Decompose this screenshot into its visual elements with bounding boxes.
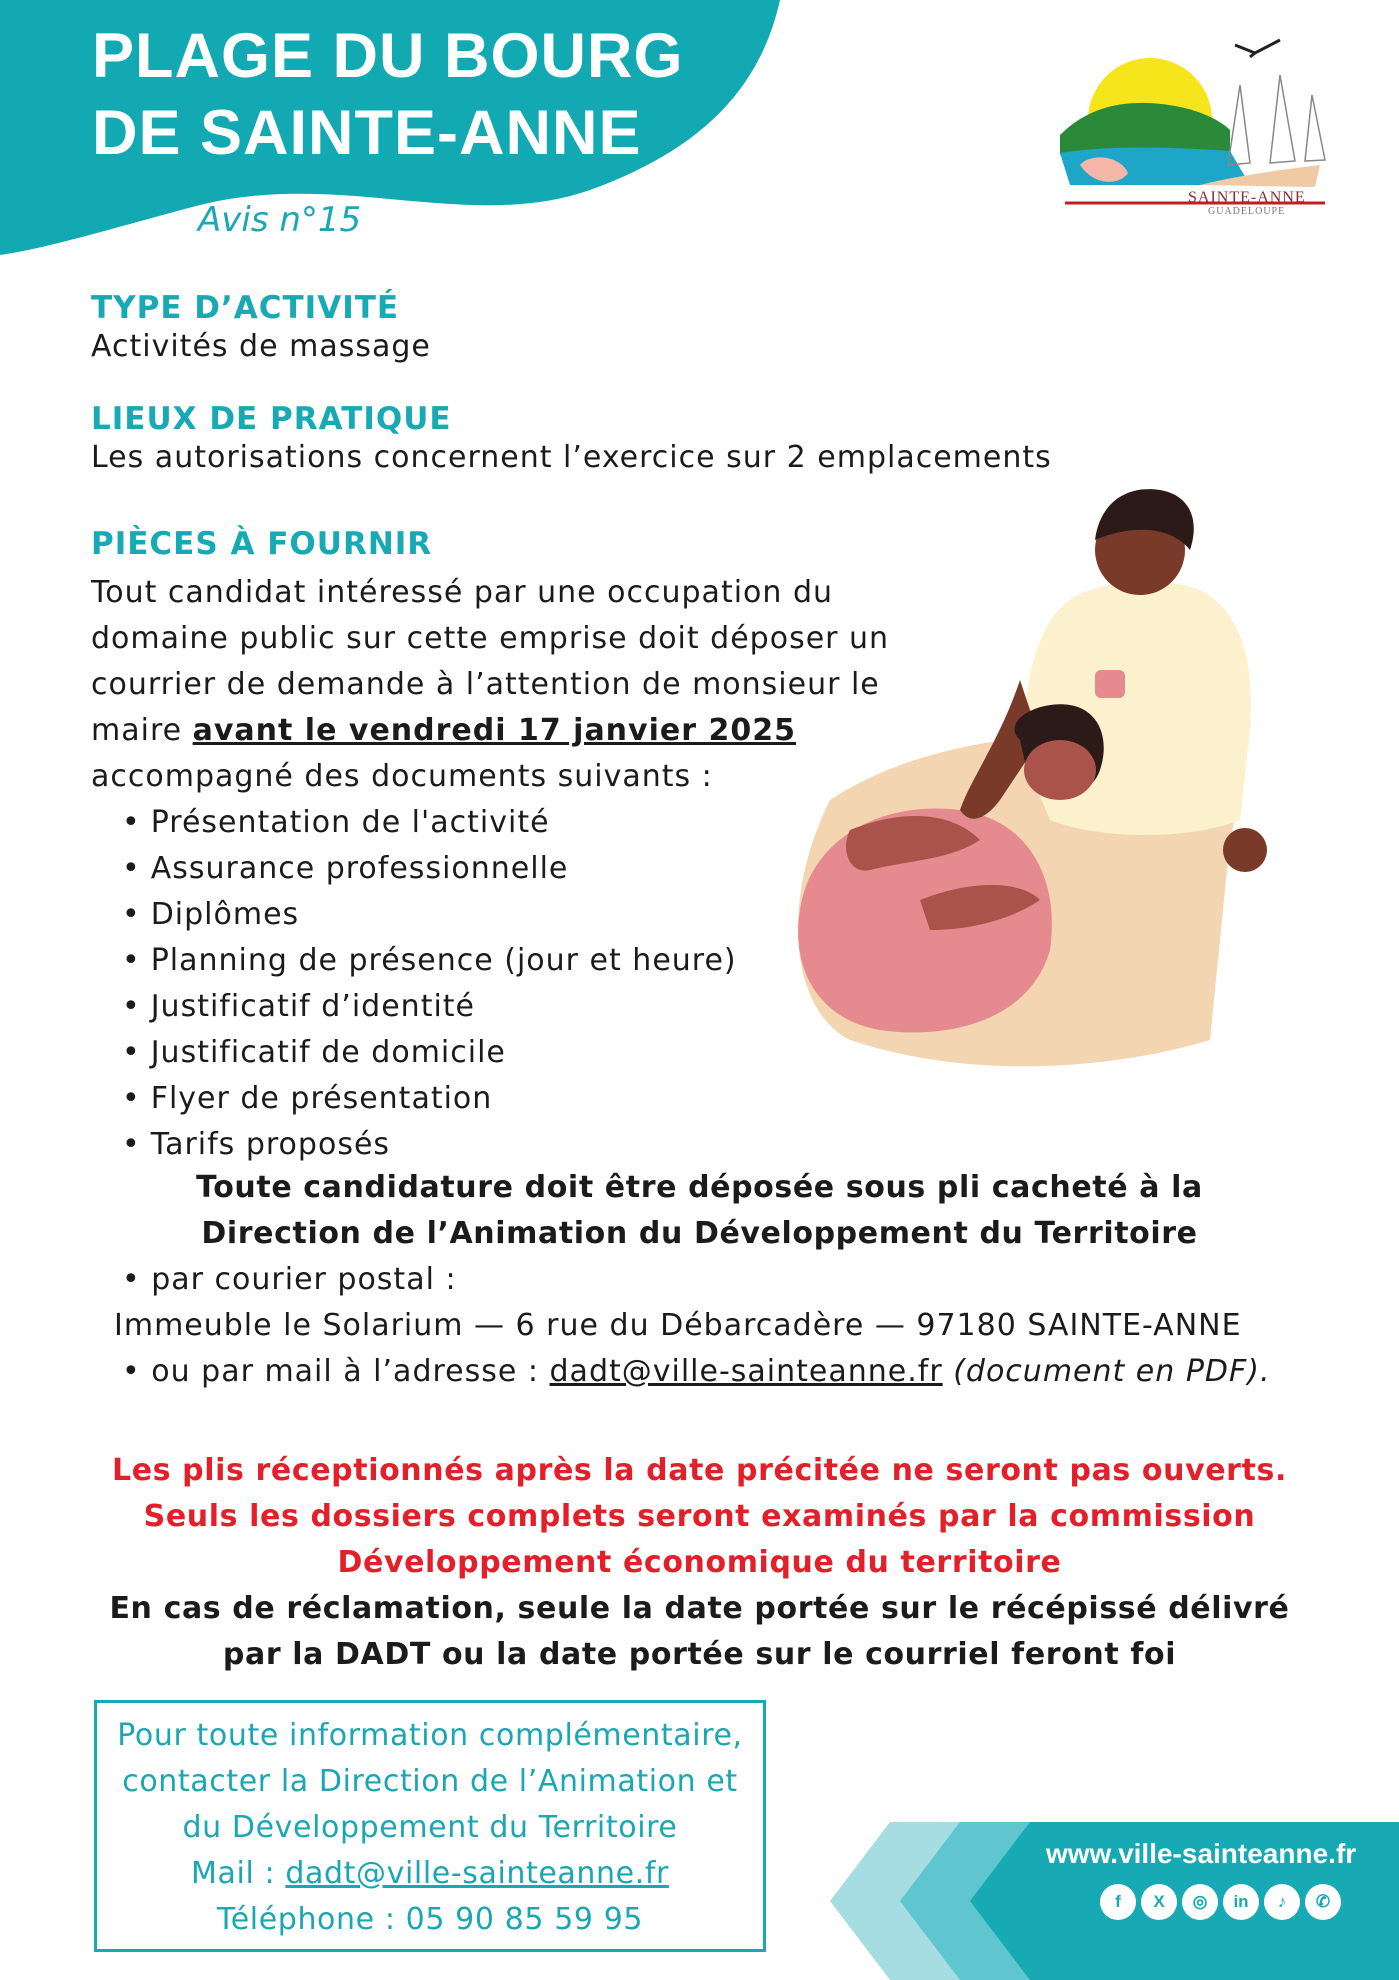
- info-mail-line: [97, 1851, 763, 1897]
- places-value: Les autorisations concernent l’exercice sur 2 emplacements: [91, 440, 1052, 475]
- warning-black-1: En cas de réclamation, seule la date portée sur le récépissé délivré: [109, 1591, 1290, 1626]
- warning-red-3: Développement économique du territoire: [337, 1545, 1062, 1580]
- submission-line-2: Direction de l’Animation du Développement du Territoire: [201, 1216, 1198, 1251]
- documents-intro-4-text: maire: [91, 713, 193, 748]
- linkedin-icon[interactable]: in: [1223, 1884, 1259, 1920]
- warning-black-2: par la DADT ou la date portée sur le courriel feront foi: [222, 1637, 1177, 1672]
- activity-value: Activités de massage: [91, 329, 431, 364]
- list-item: • Planning de présence (jour et heure): [122, 938, 737, 984]
- documents-list: [122, 800, 737, 1168]
- list-item: • Justificatif d’identité: [122, 984, 737, 1030]
- massage-illustration: [770, 480, 1290, 1080]
- info-line-2: contacter la Direction de l’Animation et: [122, 1764, 738, 1799]
- page-title-line-2: DE SAINTE-ANNE: [92, 98, 642, 168]
- postal-address: Immeuble le Solarium — 6 rue du Débarcadère — 97180 SAINTE-ANNE: [114, 1308, 1242, 1343]
- logo-name: SAINTE-ANNE: [1188, 189, 1306, 206]
- info-line-1: Pour toute information complémentaire,: [117, 1718, 743, 1753]
- x-icon[interactable]: X: [1141, 1884, 1177, 1920]
- submission-email-link[interactable]: dadt@ville-sainteanne.fr: [549, 1354, 943, 1389]
- sainte-anne-logo: [1050, 35, 1340, 215]
- tiktok-icon[interactable]: ♪: [1264, 1884, 1300, 1920]
- deadline-date: avant le vendredi 17 janvier 2025: [192, 713, 796, 748]
- documents-intro-5: accompagné des documents suivants :: [91, 759, 713, 794]
- info-line-3: du Développement du Territoire: [182, 1810, 678, 1845]
- list-item: • Présentation de l'activité: [122, 800, 737, 846]
- postal-label-text: par courier postal :: [151, 1262, 457, 1297]
- mail-line: [122, 1349, 1271, 1395]
- documents-intro-1: Tout candidat intéressé par une occupation du: [91, 575, 834, 610]
- mail-note: (document en PDF).: [942, 1354, 1271, 1389]
- documents-intro-3: courrier de demande à l’attention de monsieur le: [91, 667, 880, 702]
- website-link[interactable]: www.ville-sainteanne.fr: [1046, 1838, 1357, 1869]
- contact-info-box: [94, 1700, 766, 1952]
- page-title-line-1: PLAGE DU BOURG: [92, 21, 684, 91]
- info-mail-label: Mail :: [191, 1856, 286, 1891]
- documents-intro-4: [91, 708, 796, 754]
- list-item: • Tarifs proposés: [122, 1122, 737, 1168]
- info-email-link[interactable]: dadt@ville-sainteanne.fr: [285, 1856, 669, 1891]
- warning-red-2: Seuls les dossiers complets seront examinés par la commission: [143, 1499, 1256, 1534]
- instagram-icon[interactable]: ◎: [1182, 1884, 1218, 1920]
- list-item: • Flyer de présentation: [122, 1076, 737, 1122]
- whatsapp-icon[interactable]: ✆: [1305, 1884, 1341, 1920]
- logo-region: GUADELOUPE: [1208, 206, 1286, 217]
- warning-red-1: Les plis réceptionnés après la date précitée ne seront pas ouverts.: [112, 1453, 1287, 1488]
- submission-line-1: Toute candidature doit être déposée sous pli cacheté à la: [196, 1170, 1203, 1205]
- list-item: • Diplômes: [122, 892, 737, 938]
- notice-number: Avis n°15: [198, 200, 362, 240]
- documents-heading: PIÈCES À FOURNIR: [91, 526, 433, 562]
- bullet-icon: •: [122, 1262, 141, 1297]
- facebook-icon[interactable]: f: [1100, 1884, 1136, 1920]
- info-phone: Téléphone : 05 90 85 59 95: [216, 1902, 644, 1937]
- postal-label: [122, 1257, 457, 1303]
- list-item: • Justificatif de domicile: [122, 1030, 737, 1076]
- places-heading: LIEUX DE PRATIQUE: [91, 401, 452, 437]
- documents-intro-2: domaine public sur cette emprise doit déposer un: [91, 621, 890, 656]
- bullet-icon: •: [122, 1354, 141, 1389]
- mail-label: ou par mail à l’adresse :: [151, 1354, 550, 1389]
- activity-heading: TYPE D’ACTIVITÉ: [91, 290, 400, 326]
- list-item: • Assurance professionnelle: [122, 846, 737, 892]
